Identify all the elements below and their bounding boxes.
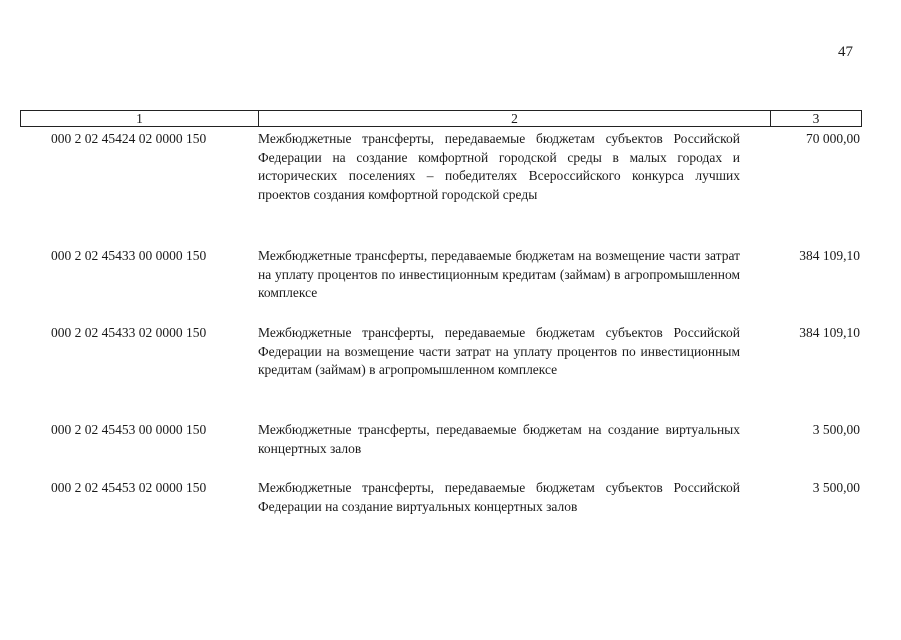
header-col-3: 3 (812, 111, 820, 126)
description: Межбюджетные трансферты, передаваемые бюджетам на создание виртуальных концертных залов (258, 422, 740, 456)
budget-code: 000 2 02 45453 02 0000 150 (51, 480, 207, 495)
budget-code: 000 2 02 45424 02 0000 150 (51, 131, 207, 146)
description: Межбюджетные трансферты, передаваемые бюджетам на возмещение части затрат на уплату процентов по инвестиционным кредитам (займам) в агропромышленном комплексе (258, 248, 740, 300)
amount: 384 109,10 (799, 325, 860, 340)
budget-code: 000 2 02 45453 00 0000 150 (51, 422, 207, 437)
amount: 3 500,00 (812, 480, 860, 495)
description: Межбюджетные трансферты, передаваемые бюджетам субъектов Российской Федерации на создание комфортной городской среды в малых городах и исторических поселениях – победителях Всероссийского конкурса лучших проектов создания комфортной городской среды (258, 131, 740, 202)
amount: 70 000,00 (806, 131, 860, 146)
header-col-2: 2 (259, 111, 771, 126)
description: Межбюджетные трансферты, передаваемые бюджетам субъектов Российской Федерации на создание виртуальных концертных залов (258, 480, 740, 514)
amount: 384 109,10 (799, 248, 860, 263)
header-col-1: 1 (21, 111, 259, 126)
budget-code: 000 2 02 45433 00 0000 150 (51, 248, 207, 263)
table-header (20, 110, 862, 127)
description: Межбюджетные трансферты, передаваемые бюджетам субъектов Российской Федерации на возмещение части затрат на уплату процентов по инвестиционным кредитам (займам) в агропромышленном комплексе (258, 325, 740, 377)
budget-code: 000 2 02 45433 02 0000 150 (51, 325, 207, 340)
page-number: 47 (838, 44, 853, 60)
amount: 3 500,00 (812, 422, 860, 437)
